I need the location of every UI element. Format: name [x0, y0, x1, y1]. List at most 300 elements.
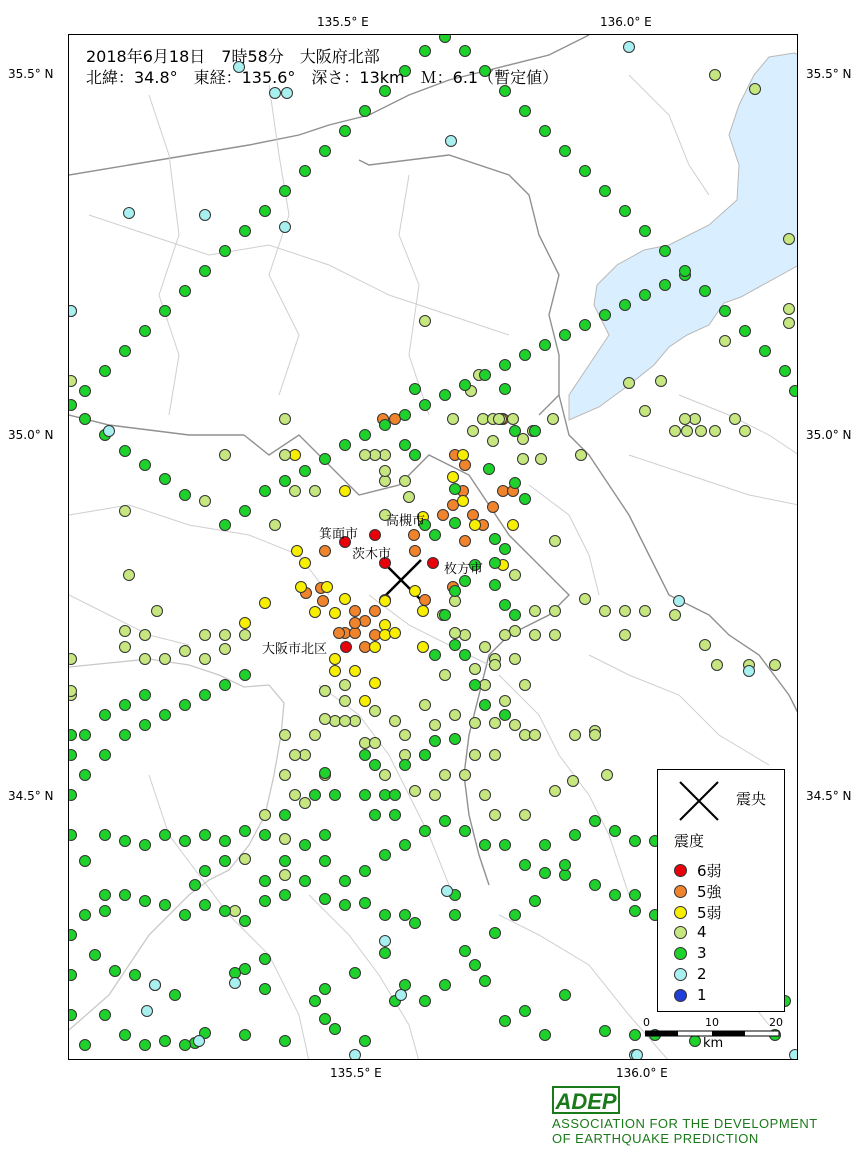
- station-marker: [69, 830, 77, 841]
- station-marker: [460, 576, 471, 587]
- station-marker: [430, 530, 441, 541]
- station-marker: [320, 714, 331, 725]
- station-marker: [458, 450, 469, 461]
- station-marker: [360, 450, 371, 461]
- station-marker: [120, 700, 131, 711]
- station-marker: [510, 654, 521, 665]
- station-marker: [438, 510, 449, 521]
- station-marker: [200, 830, 211, 841]
- station-marker: [530, 630, 541, 641]
- station-marker: [180, 646, 191, 657]
- station-marker: [458, 496, 469, 507]
- station-marker: [320, 1014, 331, 1025]
- station-marker: [220, 246, 231, 257]
- station-marker: [620, 606, 631, 617]
- station-marker: [350, 968, 361, 979]
- station-marker: [490, 928, 501, 939]
- station-marker: [712, 660, 723, 671]
- station-marker: [330, 790, 341, 801]
- station-marker: [418, 642, 429, 653]
- station-marker: [220, 680, 231, 691]
- map-title-line1: 2018年6月18日 7時58分 大阪府北部: [86, 47, 380, 66]
- station-marker: [290, 450, 301, 461]
- legend-dot-icon: [674, 906, 687, 919]
- station-marker: [680, 266, 691, 277]
- station-marker: [160, 1036, 171, 1047]
- station-marker: [450, 710, 461, 721]
- station-marker: [520, 350, 531, 361]
- station-marker: [500, 1016, 511, 1027]
- station-marker: [380, 770, 391, 781]
- station-marker: [80, 770, 91, 781]
- station-marker: [240, 226, 251, 237]
- station-marker: [280, 476, 291, 487]
- station-marker: [180, 910, 191, 921]
- station-marker: [69, 306, 77, 317]
- station-marker: [330, 1024, 341, 1035]
- station-marker: [320, 686, 331, 697]
- station-marker: [390, 414, 401, 425]
- station-marker: [200, 266, 211, 277]
- station-marker: [380, 466, 391, 477]
- lon-label-top-1: 135.5° E: [317, 15, 369, 29]
- station-marker: [420, 316, 431, 327]
- station-marker: [140, 840, 151, 851]
- station-marker: [460, 770, 471, 781]
- station-marker: [396, 990, 407, 1001]
- legend-item: [674, 860, 722, 881]
- station-marker: [360, 898, 371, 909]
- station-marker: [160, 830, 171, 841]
- station-marker: [360, 696, 371, 707]
- adep-logo-line1: ASSOCIATION FOR THE DEVELOPMENT: [552, 1116, 818, 1131]
- station-marker: [490, 810, 501, 821]
- station-marker: [320, 856, 331, 867]
- station-marker: [104, 426, 115, 437]
- lat-label-right-2: 35.0° N: [806, 428, 852, 442]
- station-marker: [124, 208, 135, 219]
- station-marker: [240, 826, 251, 837]
- station-marker: [498, 486, 509, 497]
- station-marker: [300, 798, 311, 809]
- station-marker: [220, 630, 231, 641]
- station-marker: [450, 910, 461, 921]
- station-marker: [100, 906, 111, 917]
- lon-label-bottom-1: 135.5° E: [330, 1066, 382, 1080]
- station-marker: [260, 810, 271, 821]
- station-marker: [520, 810, 531, 821]
- station-marker: [560, 870, 571, 881]
- station-marker: [240, 670, 251, 681]
- station-marker: [696, 426, 707, 437]
- station-marker: [410, 384, 421, 395]
- station-marker: [280, 1036, 291, 1047]
- station-marker: [448, 414, 459, 425]
- station-marker: [520, 106, 531, 117]
- station-marker: [740, 326, 751, 337]
- station-marker: [480, 370, 491, 381]
- station-marker: [460, 46, 471, 57]
- station-marker: [448, 472, 459, 483]
- station-marker: [160, 654, 171, 665]
- station-marker: [380, 596, 391, 607]
- station-marker: [442, 886, 453, 897]
- station-marker: [280, 810, 291, 821]
- station-marker: [400, 980, 411, 991]
- station-marker: [620, 206, 631, 217]
- station-marker: [140, 654, 151, 665]
- prefecture-boundary: [359, 155, 559, 415]
- station-marker: [710, 70, 721, 81]
- station-marker: [140, 690, 151, 701]
- station-marker: [560, 860, 571, 871]
- station-marker: [520, 494, 531, 505]
- city-label-takatsuki: 高槻市: [386, 514, 426, 529]
- station-marker: [200, 866, 211, 877]
- station-marker: [69, 654, 77, 665]
- station-marker: [380, 450, 391, 461]
- legend-dot-icon: [674, 885, 687, 898]
- station-marker: [340, 716, 351, 727]
- station-marker: [640, 606, 651, 617]
- station-marker: [260, 206, 271, 217]
- station-marker: [260, 954, 271, 965]
- station-marker: [120, 446, 131, 457]
- station-marker: [380, 630, 391, 641]
- station-marker: [484, 464, 495, 475]
- station-marker: [460, 650, 471, 661]
- station-marker: [380, 936, 391, 947]
- station-marker: [530, 730, 541, 741]
- station-marker: [180, 836, 191, 847]
- station-marker: [470, 520, 481, 531]
- station-marker: [280, 890, 291, 901]
- station-marker: [280, 856, 291, 867]
- station-marker: [470, 960, 481, 971]
- adep-logo-mark: ADEP: [552, 1086, 620, 1114]
- station-marker: [630, 890, 641, 901]
- station-marker: [540, 868, 551, 879]
- station-marker: [446, 136, 457, 147]
- legend-item-label: 5弱: [697, 904, 722, 922]
- station-marker: [494, 414, 505, 425]
- map-title-line2: 北緯：34.8° 東経：135.6° 深さ：13km Ｍ：6.1（暫定値）: [86, 68, 559, 87]
- station-marker: [200, 496, 211, 507]
- station-marker: [340, 876, 351, 887]
- station-marker: [480, 790, 491, 801]
- station-marker: [490, 660, 501, 671]
- station-marker: [330, 666, 341, 677]
- station-marker: [280, 730, 291, 741]
- station-marker: [380, 910, 391, 921]
- station-marker: [744, 666, 755, 677]
- station-marker: [440, 35, 451, 43]
- station-marker: [490, 750, 501, 761]
- station-marker: [320, 984, 331, 995]
- station-marker: [230, 978, 241, 989]
- station-marker: [580, 320, 591, 331]
- station-marker: [320, 146, 331, 157]
- station-marker: [430, 650, 441, 661]
- station-marker: [140, 460, 151, 471]
- station-marker: [300, 166, 311, 177]
- legend-item: [674, 902, 722, 923]
- legend-item-label: 3: [697, 944, 707, 962]
- station-marker: [69, 730, 77, 741]
- station-marker: [570, 730, 581, 741]
- station-marker: [180, 286, 191, 297]
- station-marker: [430, 790, 441, 801]
- station-marker: [260, 486, 271, 497]
- station-marker: [360, 750, 371, 761]
- station-marker: [100, 890, 111, 901]
- station-marker: [440, 610, 451, 621]
- station-marker: [200, 690, 211, 701]
- station-marker: [400, 410, 411, 421]
- station-marker: [69, 1010, 77, 1021]
- station-marker: [200, 654, 211, 665]
- station-marker: [80, 856, 91, 867]
- station-marker: [120, 1030, 131, 1041]
- lon-label-bottom-2: 136.0° E: [616, 1066, 668, 1080]
- station-marker: [370, 760, 381, 771]
- station-marker: [410, 786, 421, 797]
- station-marker: [420, 46, 431, 57]
- station-marker: [468, 426, 479, 437]
- station-marker: [140, 630, 151, 641]
- station-marker: [350, 1050, 361, 1061]
- station-marker: [470, 664, 481, 675]
- station-marker: [740, 426, 751, 437]
- lat-label-left-1: 35.5° N: [8, 67, 54, 81]
- station-marker: [240, 618, 251, 629]
- lat-label-right-3: 34.5° N: [806, 789, 852, 803]
- legend-dot-icon: [674, 989, 687, 1002]
- station-marker: [440, 770, 451, 781]
- station-marker: [490, 718, 501, 729]
- station-marker: [600, 186, 611, 197]
- station-marker: [340, 680, 351, 691]
- station-marker: [550, 630, 561, 641]
- station-marker: [420, 700, 431, 711]
- station-marker: [520, 680, 531, 691]
- station-marker: [370, 630, 381, 641]
- station-marker: [550, 606, 561, 617]
- station-marker: [500, 696, 511, 707]
- station-marker: [220, 644, 231, 655]
- station-marker: [310, 486, 321, 497]
- station-marker: [428, 558, 439, 569]
- station-marker: [590, 880, 601, 891]
- station-marker: [418, 606, 429, 617]
- station-marker: [680, 414, 691, 425]
- station-marker: [240, 1030, 251, 1041]
- station-marker: [310, 730, 321, 741]
- station-marker: [480, 700, 491, 711]
- station-marker: [536, 454, 547, 465]
- station-marker: [180, 490, 191, 501]
- station-marker: [500, 840, 511, 851]
- station-marker: [260, 598, 271, 609]
- station-marker: [784, 304, 795, 315]
- station-marker: [450, 734, 461, 745]
- station-marker: [480, 642, 491, 653]
- station-marker: [240, 916, 251, 927]
- station-marker: [510, 478, 521, 489]
- station-marker: [478, 414, 489, 425]
- station-marker: [340, 486, 351, 497]
- station-marker: [430, 720, 441, 731]
- station-marker: [450, 484, 461, 495]
- station-marker: [730, 414, 741, 425]
- station-marker: [790, 1050, 799, 1061]
- station-marker: [180, 700, 191, 711]
- station-marker: [310, 790, 321, 801]
- station-marker: [220, 906, 231, 917]
- station-marker: [340, 594, 351, 605]
- station-marker: [80, 730, 91, 741]
- station-marker: [80, 414, 91, 425]
- station-marker: [640, 406, 651, 417]
- station-marker: [120, 642, 131, 653]
- station-marker: [510, 720, 521, 731]
- station-marker: [590, 816, 601, 827]
- station-marker: [530, 606, 541, 617]
- station-marker: [140, 720, 151, 731]
- station-marker: [180, 1040, 191, 1051]
- prefecture-boundary: [69, 415, 244, 435]
- station-marker: [300, 750, 311, 761]
- station-marker: [270, 520, 281, 531]
- station-marker: [440, 980, 451, 991]
- station-marker: [220, 450, 231, 461]
- station-marker: [450, 586, 461, 597]
- legend-item-label: 5強: [697, 883, 722, 901]
- station-marker: [370, 706, 381, 717]
- station-marker: [490, 580, 501, 591]
- station-marker: [320, 546, 331, 557]
- station-marker: [420, 400, 431, 411]
- station-marker: [80, 1040, 91, 1051]
- lake-biwa: [569, 53, 798, 420]
- station-marker: [780, 366, 791, 377]
- station-marker: [500, 544, 511, 555]
- station-marker: [380, 948, 391, 959]
- station-marker: [380, 420, 391, 431]
- station-marker: [300, 840, 311, 851]
- adep-logo-line2: OF EARTHQUAKE PREDICTION: [552, 1131, 759, 1146]
- station-marker: [548, 414, 559, 425]
- station-marker: [510, 570, 521, 581]
- station-marker: [409, 530, 420, 541]
- station-marker: [320, 830, 331, 841]
- station-marker: [400, 760, 411, 771]
- legend-dot-icon: [674, 864, 687, 877]
- station-marker: [120, 346, 131, 357]
- station-marker: [460, 380, 471, 391]
- station-marker: [69, 376, 77, 387]
- scale-tick-0: 0: [643, 1016, 650, 1029]
- station-marker: [80, 910, 91, 921]
- station-marker: [370, 738, 381, 749]
- station-marker: [140, 326, 151, 337]
- station-marker: [460, 946, 471, 957]
- station-marker: [590, 730, 601, 741]
- station-marker: [420, 826, 431, 837]
- station-marker: [370, 810, 381, 821]
- station-marker: [390, 628, 401, 639]
- station-marker: [100, 710, 111, 721]
- station-marker: [100, 366, 111, 377]
- station-marker: [310, 607, 321, 618]
- station-marker: [270, 88, 281, 99]
- station-marker: [140, 1040, 151, 1051]
- station-marker: [500, 710, 511, 721]
- station-marker: [640, 226, 651, 237]
- station-marker: [160, 900, 171, 911]
- station-marker: [220, 856, 231, 867]
- station-marker: [500, 360, 511, 371]
- station-marker: [670, 426, 681, 437]
- station-marker: [240, 630, 251, 641]
- legend-item: [674, 965, 707, 983]
- station-marker: [500, 630, 511, 641]
- station-marker: [360, 790, 371, 801]
- station-marker: [674, 596, 685, 607]
- scale-bar: [643, 1016, 783, 1056]
- city-label-osaka-kita: 大阪市北区: [262, 642, 328, 657]
- station-marker: [370, 606, 381, 617]
- station-marker: [100, 750, 111, 761]
- legend-intensity-title: 震度: [674, 832, 705, 850]
- station-marker: [610, 826, 621, 837]
- station-marker: [120, 626, 131, 637]
- station-marker: [630, 836, 641, 847]
- station-marker: [450, 518, 461, 529]
- station-marker: [330, 654, 341, 665]
- station-marker: [360, 866, 371, 877]
- station-marker: [200, 900, 211, 911]
- station-marker: [682, 426, 693, 437]
- station-marker: [460, 826, 471, 837]
- station-marker: [700, 286, 711, 297]
- station-marker: [360, 1036, 371, 1047]
- station-marker: [770, 660, 781, 671]
- station-marker: [508, 414, 519, 425]
- station-marker: [390, 716, 401, 727]
- station-marker: [300, 558, 311, 569]
- station-marker: [470, 680, 481, 691]
- station-marker: [310, 996, 321, 1007]
- station-marker: [440, 816, 451, 827]
- legend-dot-icon: [674, 926, 687, 939]
- station-marker: [518, 454, 529, 465]
- station-marker: [624, 378, 635, 389]
- station-marker: [560, 990, 571, 1001]
- station-marker: [350, 618, 361, 629]
- station-marker: [69, 686, 77, 697]
- station-marker: [280, 450, 291, 461]
- station-marker: [370, 678, 381, 689]
- station-marker: [340, 900, 351, 911]
- station-marker: [420, 750, 431, 761]
- station-marker: [560, 146, 571, 157]
- station-marker: [448, 500, 459, 511]
- station-marker: [120, 836, 131, 847]
- station-marker: [320, 454, 331, 465]
- station-marker: [624, 42, 635, 53]
- station-marker: [360, 106, 371, 117]
